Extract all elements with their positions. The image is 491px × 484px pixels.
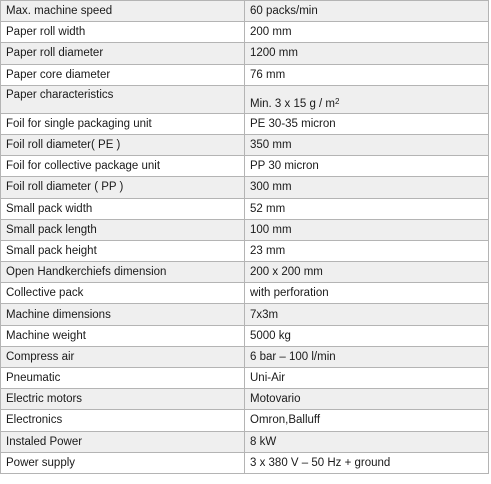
- spec-value-text: Min. 3 x 15 g / m: [250, 97, 336, 110]
- spec-value: PE 30-35 micron: [245, 113, 489, 134]
- spec-value: 350 mm: [245, 134, 489, 155]
- spec-value: 6 bar – 100 l/min: [245, 346, 489, 367]
- spec-label: Foil for single packaging unit: [1, 113, 245, 134]
- spec-label: Small pack height: [1, 240, 245, 261]
- table-row: [1, 177, 489, 198]
- spec-value: 23 mm: [245, 240, 489, 261]
- spec-value: 8 kW: [245, 431, 489, 452]
- spec-label: Electric motors: [1, 389, 245, 410]
- spec-label: Small pack length: [1, 219, 245, 240]
- spec-label: Paper core diameter: [1, 64, 245, 85]
- table-row: [1, 346, 489, 367]
- spec-label: Pneumatic: [1, 368, 245, 389]
- spec-value: 200 mm: [245, 22, 489, 43]
- table-row: [1, 452, 489, 473]
- table-row: [1, 325, 489, 346]
- spec-value: 60 packs/min: [245, 1, 489, 22]
- table-row: [1, 156, 489, 177]
- spec-value: 76 mm: [245, 64, 489, 85]
- table-row: [1, 431, 489, 452]
- table-row: [1, 283, 489, 304]
- spec-label: Power supply: [1, 452, 245, 473]
- spec-value: 200 x 200 mm: [245, 262, 489, 283]
- spec-value: 7x3m: [245, 304, 489, 325]
- spec-label: Foil for collective package unit: [1, 156, 245, 177]
- spec-label: Open Handkerchiefs dimension: [1, 262, 245, 283]
- spec-value: 100 mm: [245, 219, 489, 240]
- spec-value: [245, 85, 489, 113]
- table-row: [1, 85, 489, 113]
- spec-label: Machine dimensions: [1, 304, 245, 325]
- spec-label: Paper characteristics: [1, 85, 245, 113]
- spec-label: Paper roll diameter: [1, 43, 245, 64]
- table-row: [1, 1, 489, 22]
- spec-label: Instaled Power: [1, 431, 245, 452]
- spec-label: Foil roll diameter( PE ): [1, 134, 245, 155]
- spec-value: Uni-Air: [245, 368, 489, 389]
- table-row: [1, 198, 489, 219]
- spec-value: 5000 kg: [245, 325, 489, 346]
- table-row: [1, 410, 489, 431]
- spec-value-superscript: 2: [335, 96, 340, 106]
- table-row: [1, 240, 489, 261]
- spec-value: 1200 mm: [245, 43, 489, 64]
- table-row: [1, 134, 489, 155]
- spec-label: Paper roll width: [1, 22, 245, 43]
- spec-label: Max. machine speed: [1, 1, 245, 22]
- spec-label: Electronics: [1, 410, 245, 431]
- table-row: [1, 368, 489, 389]
- table-row: [1, 22, 489, 43]
- spec-label: Machine weight: [1, 325, 245, 346]
- table-row: [1, 64, 489, 85]
- table-row: [1, 304, 489, 325]
- spec-value: 300 mm: [245, 177, 489, 198]
- table-row: [1, 113, 489, 134]
- spec-value: PP 30 micron: [245, 156, 489, 177]
- spec-label: Compress air: [1, 346, 245, 367]
- spec-value: with perforation: [245, 283, 489, 304]
- table-row: [1, 262, 489, 283]
- spec-value: 52 mm: [245, 198, 489, 219]
- table-row: [1, 219, 489, 240]
- table-row: [1, 389, 489, 410]
- spec-label: Collective pack: [1, 283, 245, 304]
- spec-label: Foil roll diameter ( PP ): [1, 177, 245, 198]
- spec-value: Motovario: [245, 389, 489, 410]
- spec-label: Small pack width: [1, 198, 245, 219]
- spec-value: Omron,Balluff: [245, 410, 489, 431]
- table-row: [1, 43, 489, 64]
- spec-value: 3 x 380 V – 50 Hz + ground: [245, 452, 489, 473]
